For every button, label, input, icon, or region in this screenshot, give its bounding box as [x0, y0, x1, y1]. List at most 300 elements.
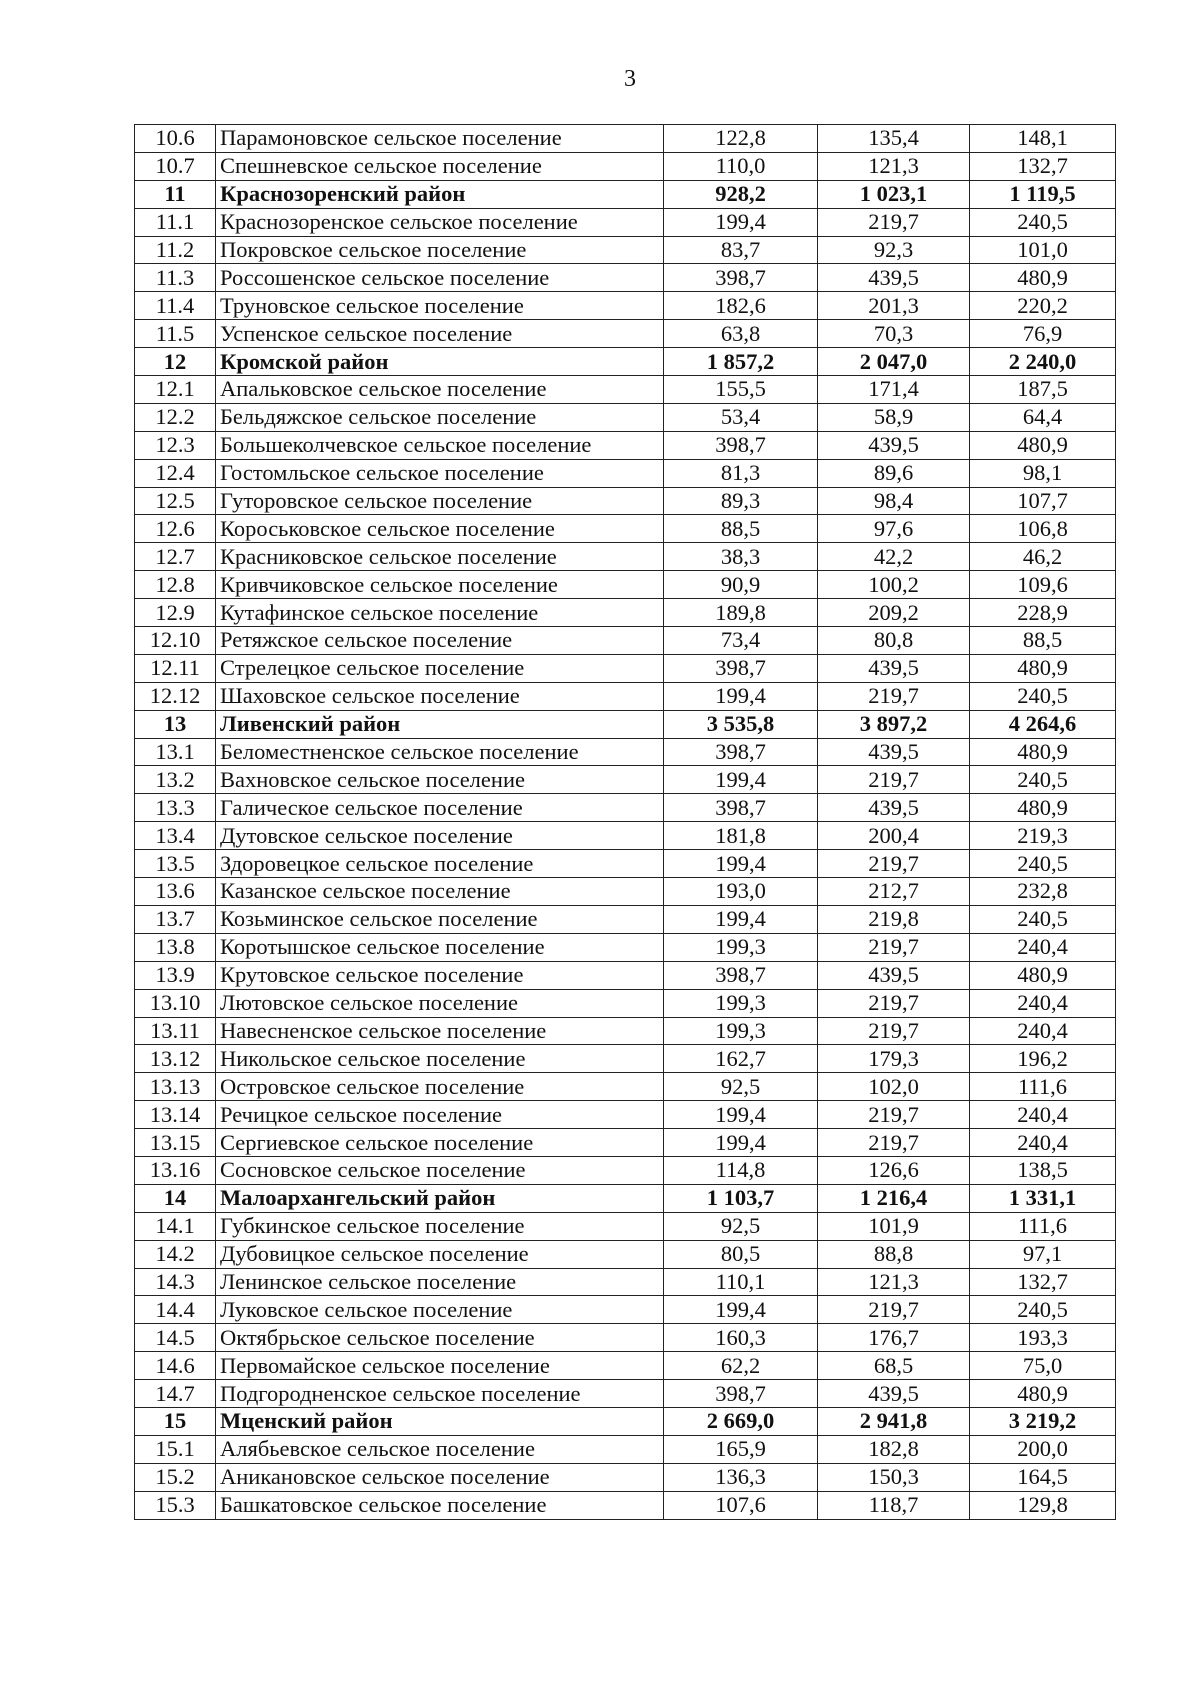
value-year-3: 240,5: [970, 766, 1116, 794]
value-year-1: 162,7: [664, 1045, 818, 1073]
table-row: [135, 1324, 1116, 1352]
value-year-1: 53,4: [664, 403, 818, 431]
value-year-3: 1 331,1: [970, 1184, 1116, 1212]
value-year-3: 228,9: [970, 599, 1116, 627]
value-year-2: 439,5: [818, 1380, 970, 1408]
value-year-2: 219,8: [818, 905, 970, 933]
value-year-1: 398,7: [664, 738, 818, 766]
value-year-3: 193,3: [970, 1324, 1116, 1352]
value-year-1: 3 535,8: [664, 710, 818, 738]
row-number: 13.12: [135, 1045, 216, 1073]
district-row: [135, 710, 1116, 738]
settlement-name: Ленинское сельское поселение: [216, 1268, 664, 1296]
value-year-3: 480,9: [970, 1380, 1116, 1408]
value-year-2: 150,3: [818, 1463, 970, 1491]
value-year-1: 165,9: [664, 1435, 818, 1463]
table-row: [135, 878, 1116, 906]
district-row: [135, 180, 1116, 208]
value-year-2: 439,5: [818, 654, 970, 682]
value-year-2: 219,7: [818, 766, 970, 794]
settlement-name: Стрелецкое сельское поселение: [216, 654, 664, 682]
value-year-3: 240,5: [970, 905, 1116, 933]
value-year-1: 89,3: [664, 487, 818, 515]
row-number: 13.10: [135, 989, 216, 1017]
value-year-1: 928,2: [664, 180, 818, 208]
district-row: [135, 348, 1116, 376]
table-row: [135, 905, 1116, 933]
value-year-2: 219,7: [818, 1017, 970, 1045]
value-year-3: 4 264,6: [970, 710, 1116, 738]
value-year-3: 107,7: [970, 487, 1116, 515]
row-number: 11.4: [135, 292, 216, 320]
value-year-1: 1 103,7: [664, 1184, 818, 1212]
row-number: 13.13: [135, 1073, 216, 1101]
value-year-2: 439,5: [818, 794, 970, 822]
settlement-name: Красниковское сельское поселение: [216, 543, 664, 571]
table-row: [135, 682, 1116, 710]
value-year-3: 88,5: [970, 627, 1116, 655]
value-year-1: 199,4: [664, 766, 818, 794]
settlement-name: Короськовское сельское поселение: [216, 515, 664, 543]
value-year-2: 1 216,4: [818, 1184, 970, 1212]
table-row: [135, 320, 1116, 348]
table-row: [135, 1101, 1116, 1129]
value-year-3: 138,5: [970, 1156, 1116, 1184]
value-year-1: 199,4: [664, 1101, 818, 1129]
settlement-name: Башкатовское сельское поселение: [216, 1491, 664, 1519]
settlement-name: Островское сельское поселение: [216, 1073, 664, 1101]
table-row: [135, 1380, 1116, 1408]
row-number: 12.5: [135, 487, 216, 515]
value-year-2: 171,4: [818, 376, 970, 404]
row-number: 13.8: [135, 933, 216, 961]
value-year-1: 136,3: [664, 1463, 818, 1491]
value-year-3: 76,9: [970, 320, 1116, 348]
row-number: 13.4: [135, 822, 216, 850]
value-year-1: 199,4: [664, 682, 818, 710]
value-year-3: 46,2: [970, 543, 1116, 571]
row-number: 14.3: [135, 1268, 216, 1296]
value-year-3: 132,7: [970, 152, 1116, 180]
row-number: 11.3: [135, 264, 216, 292]
value-year-2: 176,7: [818, 1324, 970, 1352]
value-year-1: 182,6: [664, 292, 818, 320]
value-year-1: 62,2: [664, 1352, 818, 1380]
row-number: 12: [135, 348, 216, 376]
settlement-name: Бельдяжское сельское поселение: [216, 403, 664, 431]
value-year-1: 398,7: [664, 431, 818, 459]
value-year-1: 122,8: [664, 125, 818, 153]
row-number: 12.11: [135, 654, 216, 682]
value-year-2: 97,6: [818, 515, 970, 543]
value-year-2: 126,6: [818, 1156, 970, 1184]
row-number: 12.10: [135, 627, 216, 655]
value-year-2: 118,7: [818, 1491, 970, 1519]
settlement-name: Мценский район: [216, 1407, 664, 1435]
value-year-1: 181,8: [664, 822, 818, 850]
value-year-2: 219,7: [818, 933, 970, 961]
settlement-name: Речицкое сельское поселение: [216, 1101, 664, 1129]
value-year-2: 219,7: [818, 1101, 970, 1129]
row-number: 12.3: [135, 431, 216, 459]
table-row: [135, 1129, 1116, 1157]
value-year-1: 155,5: [664, 376, 818, 404]
table-row: [135, 1017, 1116, 1045]
table-row: [135, 1491, 1116, 1519]
value-year-1: 90,9: [664, 571, 818, 599]
settlement-name: Первомайское сельское поселение: [216, 1352, 664, 1380]
value-year-1: 2 669,0: [664, 1407, 818, 1435]
settlement-name: Казанское сельское поселение: [216, 878, 664, 906]
table-row: [135, 627, 1116, 655]
table-row: [135, 738, 1116, 766]
value-year-3: 480,9: [970, 794, 1116, 822]
table-row: [135, 515, 1116, 543]
value-year-2: 439,5: [818, 738, 970, 766]
value-year-3: 240,4: [970, 1129, 1116, 1157]
settlement-name: Гостомльское сельское поселение: [216, 459, 664, 487]
settlement-name: Никольское сельское поселение: [216, 1045, 664, 1073]
table-body: [135, 125, 1116, 1520]
table-row: [135, 543, 1116, 571]
value-year-1: 73,4: [664, 627, 818, 655]
value-year-2: 219,7: [818, 989, 970, 1017]
row-number: 13.3: [135, 794, 216, 822]
row-number: 14.2: [135, 1240, 216, 1268]
row-number: 14.4: [135, 1296, 216, 1324]
value-year-3: 187,5: [970, 376, 1116, 404]
table-row: [135, 264, 1116, 292]
value-year-1: 398,7: [664, 654, 818, 682]
settlement-name: Кутафинское сельское поселение: [216, 599, 664, 627]
value-year-3: 75,0: [970, 1352, 1116, 1380]
value-year-3: 97,1: [970, 1240, 1116, 1268]
value-year-2: 80,8: [818, 627, 970, 655]
value-year-1: 193,0: [664, 878, 818, 906]
table-row: [135, 599, 1116, 627]
value-year-1: 199,3: [664, 989, 818, 1017]
value-year-1: 38,3: [664, 543, 818, 571]
value-year-2: 2 047,0: [818, 348, 970, 376]
row-number: 14.6: [135, 1352, 216, 1380]
row-number: 10.7: [135, 152, 216, 180]
value-year-3: 232,8: [970, 878, 1116, 906]
row-number: 13.1: [135, 738, 216, 766]
settlement-name: Апальковское сельское поселение: [216, 376, 664, 404]
row-number: 14.7: [135, 1380, 216, 1408]
table-row: [135, 1352, 1116, 1380]
value-year-2: 439,5: [818, 431, 970, 459]
row-number: 12.12: [135, 682, 216, 710]
value-year-3: 200,0: [970, 1435, 1116, 1463]
settlement-name: Ливенский район: [216, 710, 664, 738]
value-year-3: 129,8: [970, 1491, 1116, 1519]
value-year-1: 199,4: [664, 905, 818, 933]
value-year-2: 121,3: [818, 152, 970, 180]
value-year-1: 199,4: [664, 1296, 818, 1324]
settlement-name: Малоархангельский район: [216, 1184, 664, 1212]
value-year-3: 196,2: [970, 1045, 1116, 1073]
row-number: 13: [135, 710, 216, 738]
value-year-3: 240,4: [970, 1101, 1116, 1129]
value-year-2: 219,7: [818, 208, 970, 236]
value-year-2: 200,4: [818, 822, 970, 850]
value-year-1: 160,3: [664, 1324, 818, 1352]
value-year-3: 240,4: [970, 1017, 1116, 1045]
value-year-3: 240,5: [970, 682, 1116, 710]
value-year-2: 182,8: [818, 1435, 970, 1463]
value-year-1: 92,5: [664, 1073, 818, 1101]
row-number: 11.2: [135, 236, 216, 264]
row-number: 13.7: [135, 905, 216, 933]
settlement-name: Сергиевское сельское поселение: [216, 1129, 664, 1157]
settlement-name: Крутовское сельское поселение: [216, 961, 664, 989]
row-number: 15: [135, 1407, 216, 1435]
table-row: [135, 654, 1116, 682]
value-year-3: 240,5: [970, 850, 1116, 878]
value-year-3: 132,7: [970, 1268, 1116, 1296]
value-year-3: 480,9: [970, 654, 1116, 682]
row-number: 12.7: [135, 543, 216, 571]
settlement-name: Труновское сельское поселение: [216, 292, 664, 320]
settlement-name: Большеколчевское сельское поселение: [216, 431, 664, 459]
value-year-2: 121,3: [818, 1268, 970, 1296]
settlement-name: Алябьевское сельское поселение: [216, 1435, 664, 1463]
settlement-name: Вахновское сельское поселение: [216, 766, 664, 794]
table-row: [135, 1073, 1116, 1101]
settlement-name: Ретяжское сельское поселение: [216, 627, 664, 655]
table-row: [135, 236, 1116, 264]
value-year-2: 42,2: [818, 543, 970, 571]
value-year-2: 88,8: [818, 1240, 970, 1268]
value-year-3: 240,4: [970, 933, 1116, 961]
settlement-name: Беломестненское сельское поселение: [216, 738, 664, 766]
row-number: 12.9: [135, 599, 216, 627]
value-year-3: 480,9: [970, 961, 1116, 989]
row-number: 15.2: [135, 1463, 216, 1491]
settlement-name: Аникановское сельское поселение: [216, 1463, 664, 1491]
settlement-name: Губкинское сельское поселение: [216, 1212, 664, 1240]
table-row: [135, 152, 1116, 180]
table-row: [135, 794, 1116, 822]
value-year-2: 2 941,8: [818, 1407, 970, 1435]
table-row: [135, 850, 1116, 878]
row-number: 13.16: [135, 1156, 216, 1184]
value-year-1: 81,3: [664, 459, 818, 487]
table-row: [135, 1296, 1116, 1324]
value-year-1: 199,3: [664, 1017, 818, 1045]
table-row: [135, 403, 1116, 431]
value-year-2: 100,2: [818, 571, 970, 599]
table-row: [135, 933, 1116, 961]
settlement-allocation-table: [134, 124, 1116, 1520]
settlement-name: Здоровецкое сельское поселение: [216, 850, 664, 878]
table-row: [135, 376, 1116, 404]
value-year-3: 3 219,2: [970, 1407, 1116, 1435]
row-number: 10.6: [135, 125, 216, 153]
table-row: [135, 1463, 1116, 1491]
row-number: 11.1: [135, 208, 216, 236]
row-number: 13.5: [135, 850, 216, 878]
value-year-2: 201,3: [818, 292, 970, 320]
value-year-1: 1 857,2: [664, 348, 818, 376]
table-row: [135, 766, 1116, 794]
settlement-name: Луковское сельское поселение: [216, 1296, 664, 1324]
table-row: [135, 1268, 1116, 1296]
value-year-3: 1 119,5: [970, 180, 1116, 208]
row-number: 11.5: [135, 320, 216, 348]
value-year-3: 2 240,0: [970, 348, 1116, 376]
value-year-2: 219,7: [818, 850, 970, 878]
value-year-3: 480,9: [970, 738, 1116, 766]
value-year-1: 63,8: [664, 320, 818, 348]
value-year-2: 219,7: [818, 682, 970, 710]
row-number: 13.2: [135, 766, 216, 794]
row-number: 14.1: [135, 1212, 216, 1240]
value-year-3: 106,8: [970, 515, 1116, 543]
table-row: [135, 431, 1116, 459]
settlement-name: Навесненское сельское поселение: [216, 1017, 664, 1045]
value-year-2: 70,3: [818, 320, 970, 348]
settlement-name: Гуторовское сельское поселение: [216, 487, 664, 515]
value-year-3: 240,4: [970, 989, 1116, 1017]
value-year-3: 480,9: [970, 431, 1116, 459]
row-number: 15.3: [135, 1491, 216, 1519]
value-year-1: 92,5: [664, 1212, 818, 1240]
value-year-2: 102,0: [818, 1073, 970, 1101]
value-year-2: 179,3: [818, 1045, 970, 1073]
value-year-3: 98,1: [970, 459, 1116, 487]
value-year-3: 240,5: [970, 1296, 1116, 1324]
settlement-name: Козьминское сельское поселение: [216, 905, 664, 933]
value-year-2: 58,9: [818, 403, 970, 431]
value-year-1: 189,8: [664, 599, 818, 627]
page-number: 3: [624, 66, 636, 92]
settlement-name: Успенское сельское поселение: [216, 320, 664, 348]
settlement-name: Краснозоренское сельское поселение: [216, 208, 664, 236]
value-year-1: 110,1: [664, 1268, 818, 1296]
table-row: [135, 1045, 1116, 1073]
value-year-3: 64,4: [970, 403, 1116, 431]
row-number: 14: [135, 1184, 216, 1212]
settlement-name: Шаховское сельское поселение: [216, 682, 664, 710]
value-year-1: 114,8: [664, 1156, 818, 1184]
settlement-name: Подгородненское сельское поселение: [216, 1380, 664, 1408]
row-number: 13.11: [135, 1017, 216, 1045]
row-number: 12.4: [135, 459, 216, 487]
table-row: [135, 571, 1116, 599]
row-number: 13.15: [135, 1129, 216, 1157]
row-number: 12.1: [135, 376, 216, 404]
value-year-2: 209,2: [818, 599, 970, 627]
value-year-3: 240,5: [970, 208, 1116, 236]
value-year-1: 199,3: [664, 933, 818, 961]
value-year-3: 220,2: [970, 292, 1116, 320]
value-year-2: 101,9: [818, 1212, 970, 1240]
settlement-name: Краснозоренский район: [216, 180, 664, 208]
table-row: [135, 1435, 1116, 1463]
settlement-name: Парамоновское сельское поселение: [216, 125, 664, 153]
value-year-1: 88,5: [664, 515, 818, 543]
settlement-name: Галическое сельское поселение: [216, 794, 664, 822]
value-year-2: 219,7: [818, 1296, 970, 1324]
value-year-1: 199,4: [664, 850, 818, 878]
table-row: [135, 989, 1116, 1017]
value-year-1: 398,7: [664, 264, 818, 292]
value-year-2: 1 023,1: [818, 180, 970, 208]
row-number: 14.5: [135, 1324, 216, 1352]
settlement-name: Октябрьское сельское поселение: [216, 1324, 664, 1352]
value-year-3: 148,1: [970, 125, 1116, 153]
settlement-name: Дутовское сельское поселение: [216, 822, 664, 850]
row-number: 11: [135, 180, 216, 208]
table-row: [135, 487, 1116, 515]
settlement-name: Кривчиковское сельское поселение: [216, 571, 664, 599]
value-year-3: 101,0: [970, 236, 1116, 264]
value-year-1: 199,4: [664, 1129, 818, 1157]
district-row: [135, 1184, 1116, 1212]
value-year-2: 68,5: [818, 1352, 970, 1380]
value-year-1: 110,0: [664, 152, 818, 180]
value-year-1: 199,4: [664, 208, 818, 236]
row-number: 12.6: [135, 515, 216, 543]
table-row: [135, 292, 1116, 320]
value-year-2: 219,7: [818, 1129, 970, 1157]
value-year-2: 89,6: [818, 459, 970, 487]
row-number: 13.9: [135, 961, 216, 989]
value-year-2: 92,3: [818, 236, 970, 264]
settlement-name: Дубовицкое сельское поселение: [216, 1240, 664, 1268]
settlement-name: Лютовское сельское поселение: [216, 989, 664, 1017]
settlement-name: Россошенское сельское поселение: [216, 264, 664, 292]
value-year-1: 107,6: [664, 1491, 818, 1519]
table-row: [135, 1156, 1116, 1184]
value-year-3: 164,5: [970, 1463, 1116, 1491]
value-year-2: 135,4: [818, 125, 970, 153]
table-row: [135, 1212, 1116, 1240]
row-number: 12.8: [135, 571, 216, 599]
value-year-2: 3 897,2: [818, 710, 970, 738]
table-row: [135, 125, 1116, 153]
settlement-name: Покровское сельское поселение: [216, 236, 664, 264]
row-number: 13.6: [135, 878, 216, 906]
value-year-1: 398,7: [664, 794, 818, 822]
value-year-2: 439,5: [818, 264, 970, 292]
settlement-name: Коротышское сельское поселение: [216, 933, 664, 961]
table-row: [135, 1240, 1116, 1268]
table-row: [135, 961, 1116, 989]
table-row: [135, 822, 1116, 850]
value-year-3: 111,6: [970, 1073, 1116, 1101]
value-year-3: 109,6: [970, 571, 1116, 599]
value-year-3: 219,3: [970, 822, 1116, 850]
table-row: [135, 459, 1116, 487]
value-year-3: 111,6: [970, 1212, 1116, 1240]
value-year-1: 398,7: [664, 961, 818, 989]
settlement-name: Спешневское сельское поселение: [216, 152, 664, 180]
row-number: 13.14: [135, 1101, 216, 1129]
value-year-2: 98,4: [818, 487, 970, 515]
value-year-2: 212,7: [818, 878, 970, 906]
settlement-name: Кромской район: [216, 348, 664, 376]
district-row: [135, 1407, 1116, 1435]
value-year-1: 80,5: [664, 1240, 818, 1268]
value-year-1: 398,7: [664, 1380, 818, 1408]
value-year-2: 439,5: [818, 961, 970, 989]
value-year-1: 83,7: [664, 236, 818, 264]
row-number: 12.2: [135, 403, 216, 431]
value-year-3: 480,9: [970, 264, 1116, 292]
